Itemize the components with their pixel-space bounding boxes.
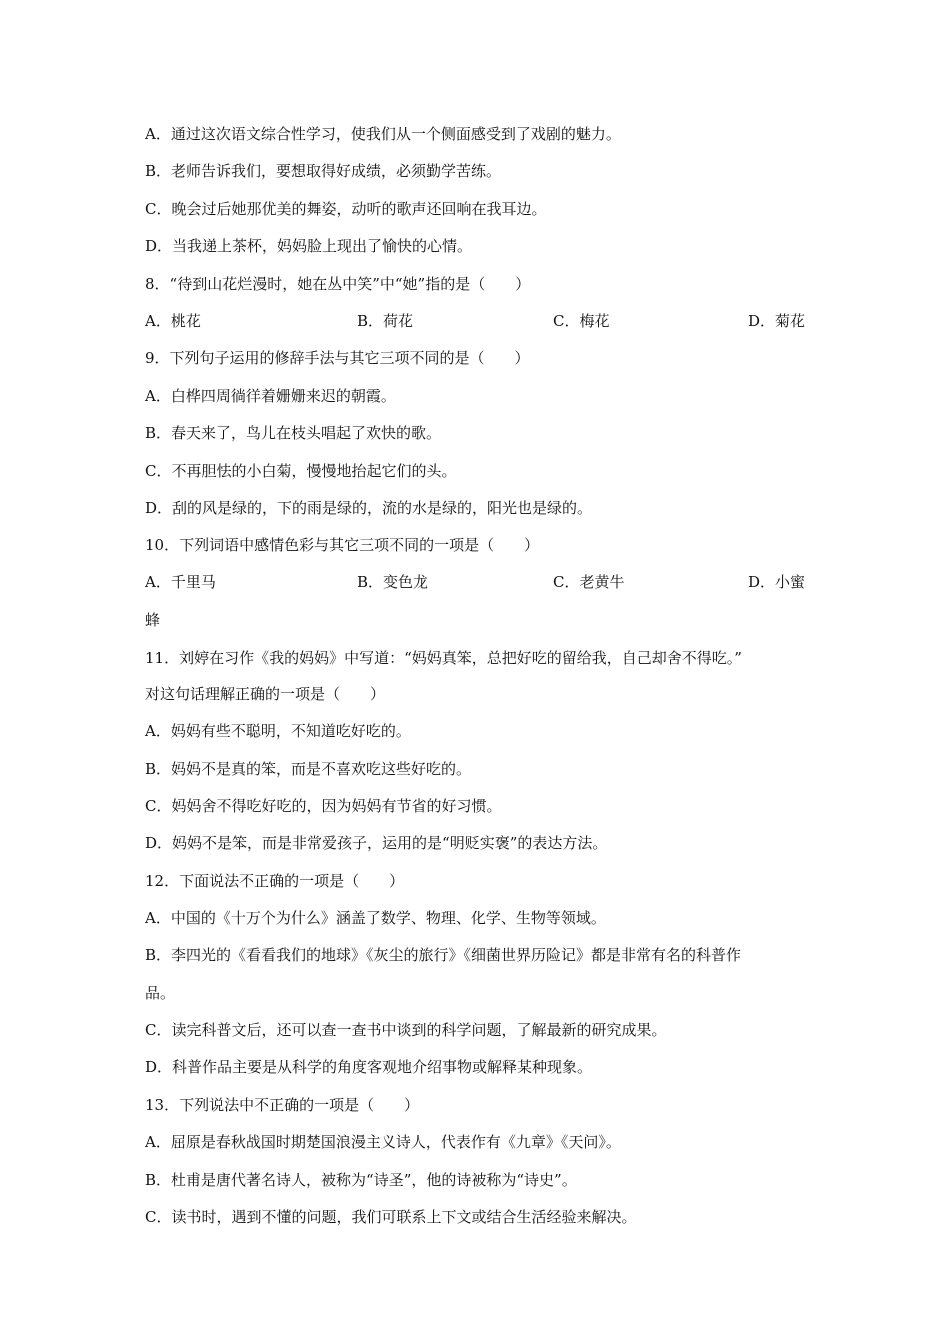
question-8: 8．“待到山花烂漫时，她在丛中笑”中“她”指的是（ ） xyxy=(145,275,531,293)
question-11: 11．刘婷在习作《我的妈妈》中写道：“妈妈真笨，总把好吃的留给我，自己却舍不得吃。” xyxy=(145,649,742,667)
q12-option-c: C．读完科普文后，还可以查一查书中谈到的科学问题，了解最新的研究成果。 xyxy=(145,1021,667,1039)
question-9: 9．下列句子运用的修辞手法与其它三项不同的是（ ） xyxy=(145,349,530,367)
q13-option-c: C．读书时，遇到不懂的问题，我们可联系上下文或结合生活经验来解决。 xyxy=(145,1208,637,1226)
q7-option-a: A．通过这次语文综合性学习，使我们从一个侧面感受到了戏剧的魅力。 xyxy=(145,125,621,143)
q10-option-a: A．千里马 xyxy=(145,573,216,591)
question-11-continued: 对这句话理解正确的一项是（ ） xyxy=(145,685,386,703)
q9-option-a: A．白桦四周徜徉着姗姗来迟的朝霞。 xyxy=(145,387,396,405)
q10-option-d-continued: 蜂 xyxy=(145,611,161,629)
q7-option-c: C．晚会过后她那优美的舞姿，动听的歌声还回响在我耳边。 xyxy=(145,200,547,218)
q12-option-b: B．李四光的《看看我们的地球》《灰尘的旅行》《细菌世界历险记》都是非常有名的科普作 xyxy=(145,946,742,964)
question-12: 12．下面说法不正确的一项是（ ） xyxy=(145,872,405,890)
q11-option-a: A．妈妈有些不聪明，不知道吃好吃的。 xyxy=(145,722,411,740)
q9-option-d: D．刮的风是绿的，下的雨是绿的，流的水是绿的，阳光也是绿的。 xyxy=(145,499,593,517)
q11-option-b: B．妈妈不是真的笨，而是不喜欢吃这些好吃的。 xyxy=(145,760,472,778)
question-13: 13．下列说法中不正确的一项是（ ） xyxy=(145,1096,420,1114)
q10-option-c: C．老黄牛 xyxy=(553,573,625,591)
q10-option-d: D．小蜜 xyxy=(748,573,806,591)
q9-option-c: C．不再胆怯的小白菊，慢慢地抬起它们的头。 xyxy=(145,462,457,480)
q12-option-b-continued: 品。 xyxy=(145,984,176,1002)
q8-option-d: D．菊花 xyxy=(748,312,806,330)
q12-option-d: D．科普作品主要是从科学的角度客观地介绍事物或解释某种现象。 xyxy=(145,1058,593,1076)
q10-option-b: B．变色龙 xyxy=(357,573,429,591)
q12-option-a: A．中国的《十万个为什么》涵盖了数学、物理、化学、生物等领域。 xyxy=(145,909,606,927)
q8-option-c: C．梅花 xyxy=(553,312,610,330)
q8-option-b: B．荷花 xyxy=(357,312,414,330)
question-10: 10．下列词语中感情色彩与其它三项不同的一项是（ ） xyxy=(145,536,540,554)
q9-option-b: B．春天来了，鸟儿在枝头唱起了欢快的歌。 xyxy=(145,424,442,442)
q7-option-b: B．老师告诉我们，要想取得好成绩，必须勤学苦练。 xyxy=(145,162,502,180)
q11-option-c: C．妈妈舍不得吃好吃的，因为妈妈有节省的好习惯。 xyxy=(145,797,502,815)
q8-option-a: A．桃花 xyxy=(145,312,201,330)
q11-option-d: D．妈妈不是笨，而是非常爱孩子，运用的是“明贬实褒”的表达方法。 xyxy=(145,834,608,852)
q13-option-a: A．屈原是春秋战国时期楚国浪漫主义诗人，代表作有《九章》《天问》。 xyxy=(145,1133,621,1151)
q7-option-d: D．当我递上茶杯，妈妈脸上现出了愉快的心情。 xyxy=(145,237,473,255)
q13-option-b: B．杜甫是唐代著名诗人，被称为“诗圣”，他的诗被称为“诗史”。 xyxy=(145,1171,577,1189)
